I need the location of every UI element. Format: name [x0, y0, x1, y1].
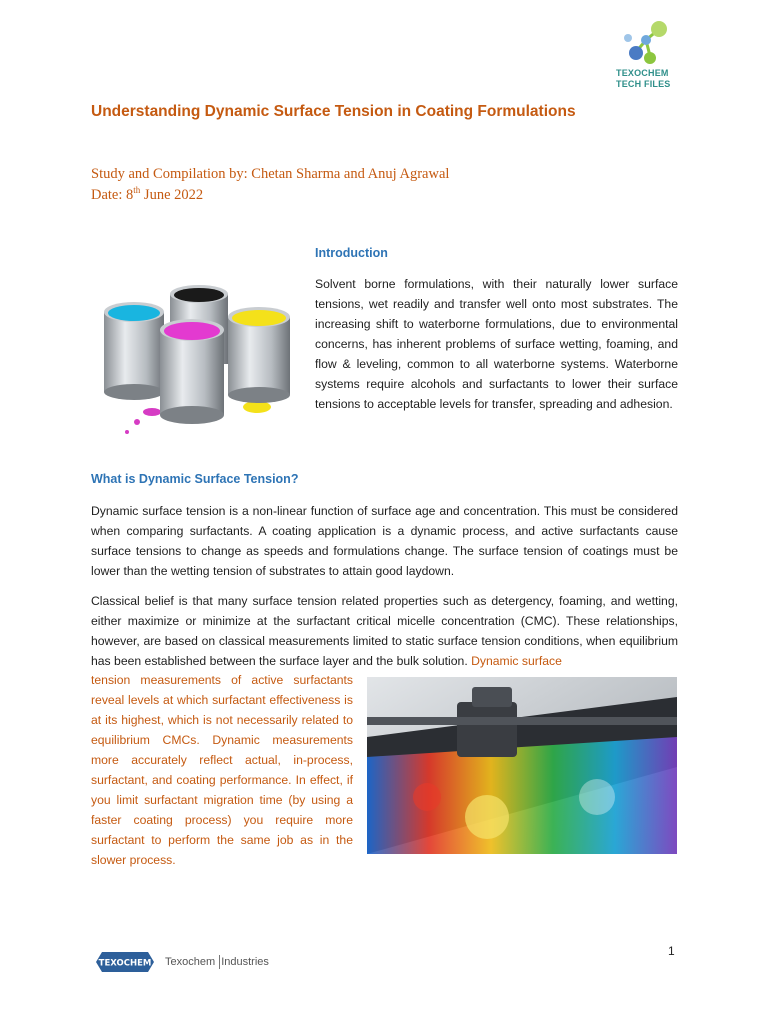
logo-line-1: TEXOCHEM — [616, 68, 669, 78]
dynamic-surface-tension-heading: What is Dynamic Surface Tension? — [91, 472, 299, 486]
paragraph-2 — [91, 591, 678, 671]
footer-brand-industries: Industries — [221, 955, 269, 968]
paragraph-2-text: Classical belief is that many surface tension related properties such as detergency, foaming, and wetting, either maximize or minimize at the surfactant critical micelle concentration (CMC). These relationships, however, are based on classical measurements limited to static surface tension conditions, when equilibrium has been established between the surface layer and the bulk solution. — [91, 594, 678, 668]
authors-line: Study and Compilation by: Chetan Sharma and Anuj Agrawal — [91, 166, 450, 182]
footer-brand-name: Texochem — [165, 955, 216, 968]
introduction-heading: Introduction — [315, 246, 388, 260]
paragraph-2-highlight: Dynamic surface — [471, 654, 562, 668]
introduction-paragraph: Solvent borne formulations, with their naturally lower surface tensions, wet readily and transfer well onto most substrates. The increasing shift to waterborne formulations, due to environmental concerns, has inherent problems of surface wetting, foaming, and flow & leveling, common to all waterborne systems. Waterborne systems require alcohols and surfactants to lower their surface tensions to acceptable levels for transfer, spreading and adhesion. — [315, 277, 678, 411]
footer-brand — [165, 955, 269, 969]
page-number: 1 — [668, 944, 675, 958]
logo-line-2: TECH FILES — [616, 79, 671, 89]
molecule-icon — [606, 18, 696, 68]
document-title: Understanding Dynamic Surface Tension in Coating Formulations — [91, 103, 576, 120]
paint-cans-image — [92, 282, 297, 442]
printer-photo — [367, 677, 677, 854]
date-prefix: Date: 8 — [91, 186, 134, 203]
date-suffix: June 2022 — [140, 186, 204, 203]
footer-logo-text: TEXOCHEM — [98, 958, 152, 969]
date-sup: th — [133, 185, 141, 195]
paragraph-1: Dynamic surface tension is a non-linear function of surface age and concentration. This must be considered when comparing surfactants. A coating application is a dynamic process, and active surfactants cause surface tensions to change as speeds and formulations change. The surface tension of coatings must be lower than the wetting tension of substrates to attain good laydown. — [91, 504, 678, 578]
texochem-tech-files-logo — [606, 18, 696, 98]
date-line — [91, 185, 203, 204]
paragraph-3-highlight: tension measurements of active surfactants reveal levels at which surfactant effectiveness is at its highest, which is not necessarily related to equilibrium CMCs. Dynamic measurements more accurately reflect actual, in-process, surfactant, and coating performance. In effect, if you limit surfactant migration time (by using a faster coating process) you require more surfactant to perform the same job as in the slower process. — [91, 673, 353, 867]
